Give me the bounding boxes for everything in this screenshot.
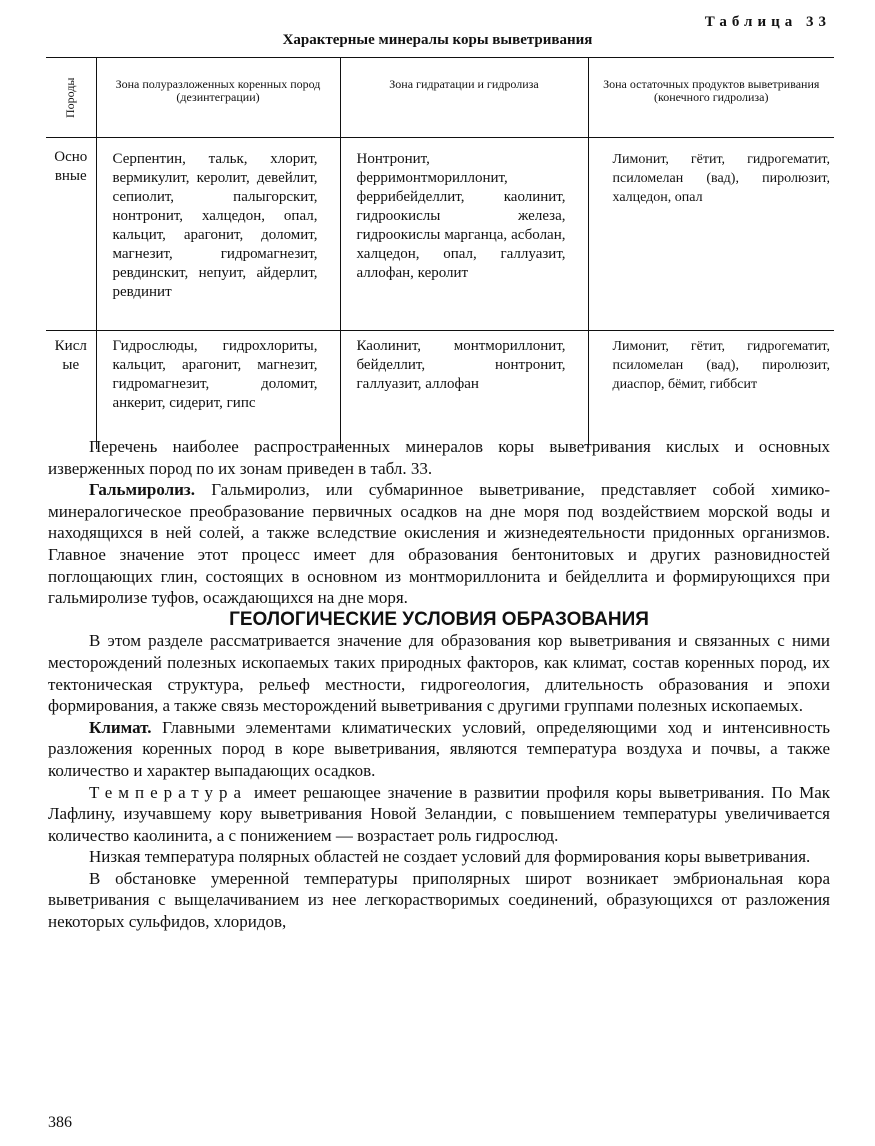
- paragraph: [48, 717, 830, 782]
- section-title: ГЕОЛОГИЧЕСКИЕ УСЛОВИЯ ОБРАЗОВАНИЯ: [229, 608, 649, 630]
- body-text: [48, 436, 830, 933]
- column-header-zone1: Зона полуразложенных коренных пород (дезинтеграции): [96, 58, 340, 138]
- zone3-cell: Лимонит, гётит, гидрогематит, псиломелан (вад), пиролюзит, диаспор, бёмит, гиббсит: [588, 331, 834, 450]
- paragraph-text: Гальмиролиз, или субмаринное выветривание, представляет собой химико-минералогическое преобразование первичных осадков на дне моря под воздействием морской воды и находящихся в ней солей, а также вследствие окисления и жизнедеятельности придонных организмов. Главное значение этот процесс имеет для образования бентонитовых и других разновидностей поглощающих глин, состоящих в основном из монтмориллонита и бейделлита и формирующихся при гальмиролизе туфов, осаждающихся на дне моря.: [48, 480, 830, 608]
- rock-label: Основные: [54, 149, 88, 184]
- run-in-heading: Гальмиролиз.: [89, 480, 196, 500]
- zone2-cell: Нонтронит, ферримонтмориллонит, феррибейделлит, каолинит, гидроокислы железа, гидроокислы марганца, асболан, халцедон, опал, галлуазит, аллофан, керолит: [340, 138, 588, 331]
- table-title: Характерные минералы коры выветривания: [282, 32, 593, 48]
- column-header-rocks: Породы: [46, 58, 96, 138]
- column-header-zone2: Зона гидратации и гидролиза: [340, 58, 588, 138]
- paragraph: [48, 479, 830, 609]
- page-number: 386: [48, 1114, 72, 1131]
- table-header-row: [46, 58, 834, 138]
- paragraph: В этом разделе рассматривается значение для образования кор выветривания и связанных с ними месторождений полезных ископаемых таких природных факторов, как климат, состав коренных пород, их тектоническая структура, рельеф местности, гидрогеология, длительность образования и эпохи формирования, а также связь месторождений выветривания с другими группами полезных ископаемых.: [48, 631, 830, 716]
- rock-cell: [46, 138, 96, 331]
- spaced-term: Температура: [89, 782, 248, 802]
- zone2-cell: Каолинит, монтмориллонит, бейделлит, нонтронит, галлуазит, аллофан: [340, 331, 588, 450]
- paragraph: [48, 782, 830, 847]
- column-header-zone3: Зона остаточных продуктов выветривания (конечного гидролиза): [588, 58, 834, 138]
- table-row: [46, 331, 834, 450]
- minerals-table: [46, 57, 834, 449]
- paragraph-text: имеет решающее значение в развитии профиля коры выветривания. По Мак Лафлину, изучавшему кору выветривания Новой Зеландии, с повышением температуры увеличивается количество каолинита, а с понижением — возрастает роль гидрослюд.: [48, 782, 830, 845]
- rock-cell: [46, 331, 96, 450]
- table-number: Таблица 33: [704, 14, 831, 30]
- paragraph: В обстановке умеренной температуры приполярных широт возникает эмбриональная кора выветривания с выщелачиванием из нее легкорастворимых соединений, образующихся от разложения некоторых сульфидов, хлоридов,: [48, 868, 830, 932]
- table-row: [46, 138, 834, 331]
- zone1-cell: Серпентин, тальк, хлорит, вермикулит, керолит, девейлит, сепиолит, палыгорскит, нонтронит, халцедон, опал, кальцит, арагонит, доломит, магнезит, гидромагнезит, ревдинскит, непуит, айдерлит, ревдинит: [96, 138, 340, 331]
- zone1-cell: Гидрослюды, гидрохлориты, кальцит, арагонит, магнезит, гидромагнезит, доломит, анкерит, сидерит, гипс: [96, 331, 340, 450]
- rock-label: Кислые: [54, 338, 87, 373]
- run-in-heading: Климат.: [89, 717, 152, 737]
- paragraph-text: Главными элементами климатических условий, определяющими ход и интенсивность разложения коренных пород в коре выветривания, являются температура воздуха и почвы, а также количество и характер выпадающих осадков.: [48, 717, 831, 780]
- zone3-cell: Лимонит, гётит, гидрогематит, псиломелан (вад), пиролюзит, халцедон, опал: [588, 138, 834, 331]
- paragraph: Перечень наиболее распространенных минералов коры выветривания кислых и основных изверженных пород по их зонам приведен в табл. 33.: [48, 437, 830, 478]
- paragraph: Низкая температура полярных областей не создает условий для формирования коры выветривания.: [89, 847, 811, 867]
